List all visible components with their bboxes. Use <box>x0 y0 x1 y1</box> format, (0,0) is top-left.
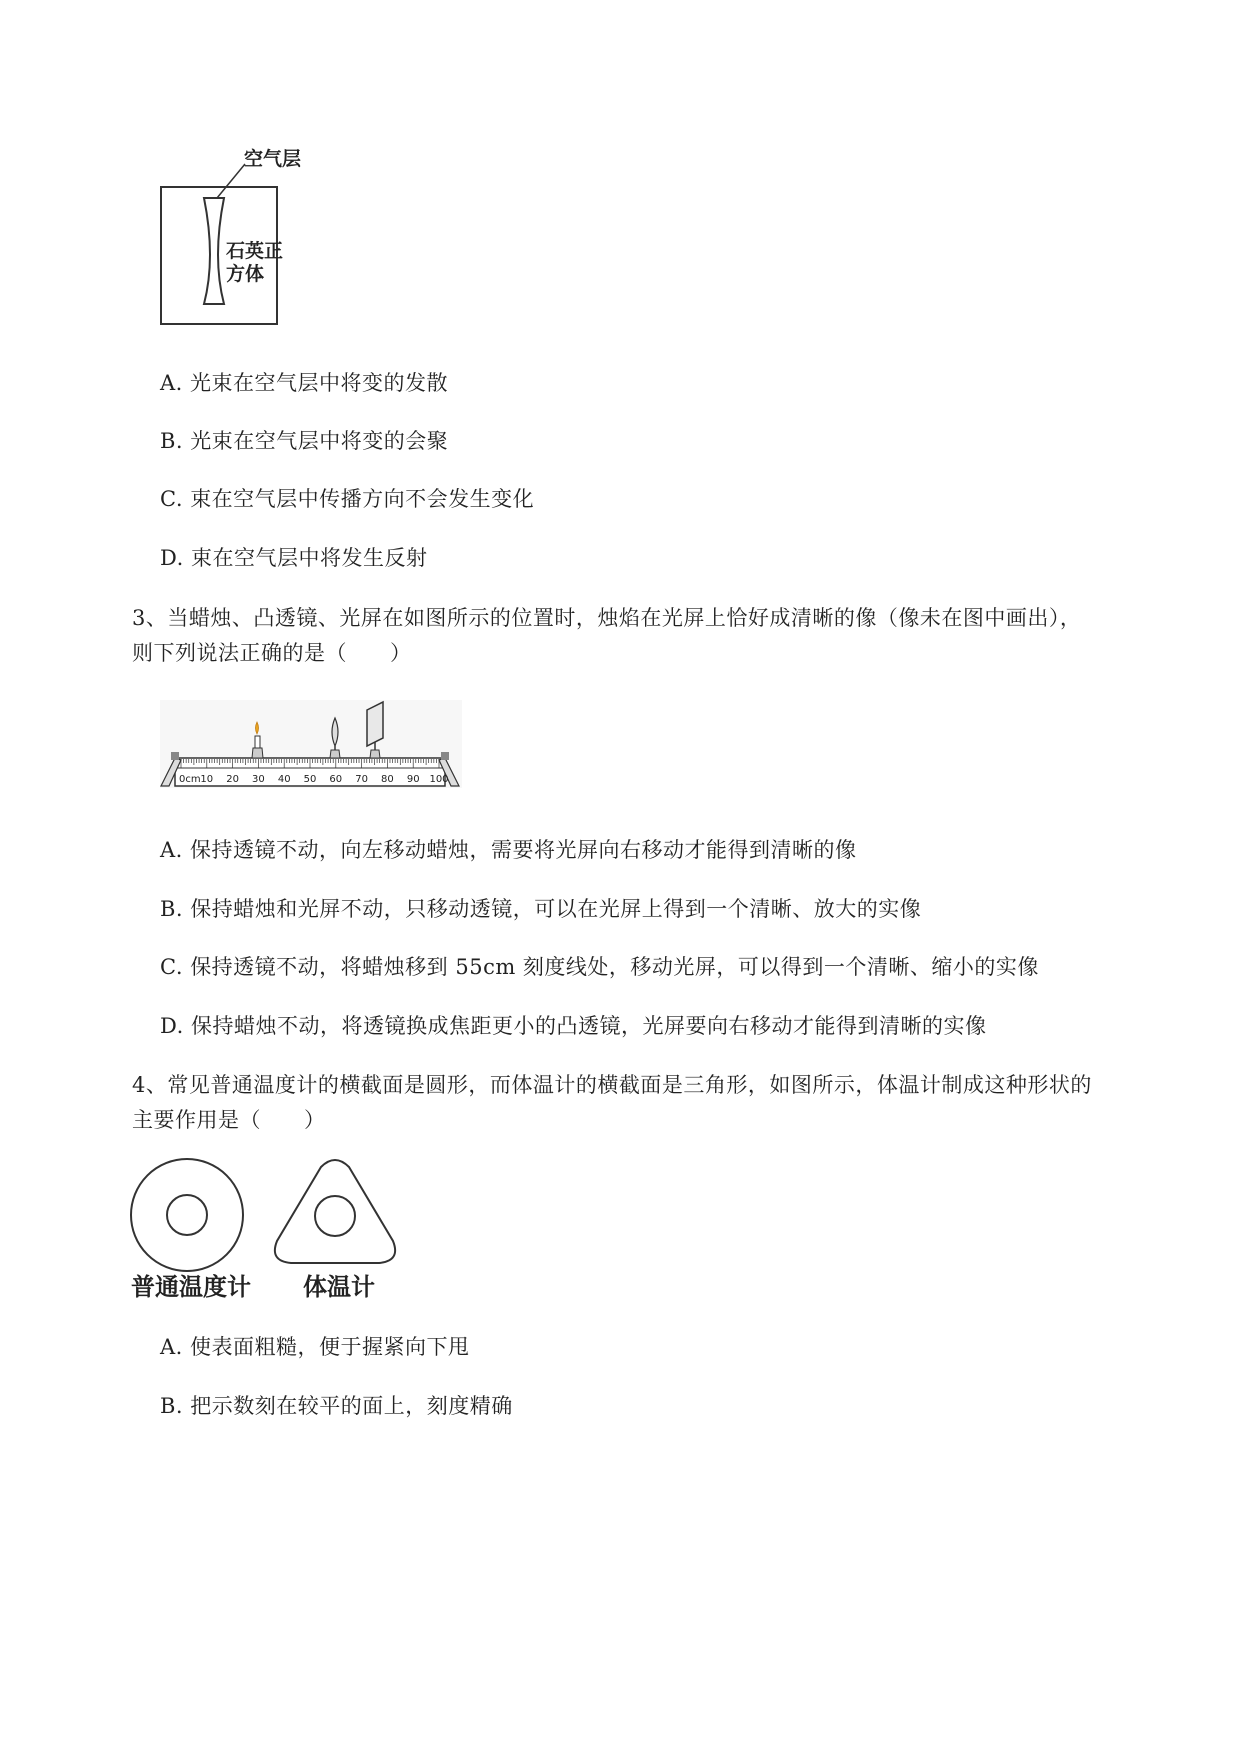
normal-thermometer-bore <box>167 1195 207 1235</box>
option-text: 把示数刻在较平的面上，刻度精确 <box>190 1394 513 1418</box>
ruler-label: 90 <box>406 774 420 785</box>
ruler-label: 0cm <box>179 774 201 785</box>
ruler-label: 20 <box>226 774 239 785</box>
q3-option-a[interactable] <box>160 834 857 864</box>
ruler-label: 50 <box>303 774 317 785</box>
clinical-thermometer-bore <box>315 1196 355 1236</box>
q2-option-a[interactable] <box>160 367 448 397</box>
ruler-label: 10 <box>200 774 214 785</box>
ruler-label: 70 <box>355 774 368 785</box>
normal-thermometer-label: 普通温度计 <box>131 1273 251 1301</box>
q3-question-line2: 则下列说法正确的是（ ） <box>132 641 412 665</box>
option-letter: A. <box>160 838 183 862</box>
normal-thermometer-outer <box>131 1159 243 1271</box>
q3-question-line1: 3、当蜡烛、凸透镜、光屏在如图所示的位置时，烛焰在光屏上恰好成清晰的像（像未在图中画出）， <box>132 606 1082 630</box>
option-letter: D. <box>160 1014 184 1038</box>
option-text: 使表面粗糙，便于握紧向下甩 <box>190 1335 470 1359</box>
option-text: 光束在空气层中将变的发散 <box>190 371 449 395</box>
quartz-label-line1: 石英正 <box>226 240 284 262</box>
q2-option-b[interactable] <box>160 425 448 455</box>
q2-option-d[interactable] <box>160 542 427 572</box>
option-letter: B. <box>160 897 184 921</box>
option-letter: A. <box>160 371 183 395</box>
air-layer-label: 空气层 <box>244 148 302 170</box>
ruler-label: 40 <box>277 774 291 785</box>
option-text: 光束在空气层中将变的会聚 <box>190 429 449 453</box>
q3-option-d[interactable] <box>160 1010 986 1040</box>
option-text: 保持蜡烛不动，将透镜换成焦距更小的凸透镜，光屏要向右移动才能得到清晰的实像 <box>190 1014 987 1038</box>
ruler-label: 100 <box>429 774 449 785</box>
q2-option-c[interactable] <box>160 483 534 513</box>
quartz-cube-figure <box>150 140 310 340</box>
option-letter: C. <box>160 487 183 511</box>
q4-option-a[interactable] <box>160 1331 470 1361</box>
ruler-label: 80 <box>381 774 394 785</box>
ruler-label: 60 <box>329 774 343 785</box>
q4-question-line1: 4、常见普通温度计的横截面是圆形，而体温计的横截面是三角形，如图所示，体温计制成这种形状的 <box>132 1073 1092 1097</box>
q4-question-line2: 主要作用是（ ） <box>132 1108 326 1132</box>
option-text: 保持蜡烛和光屏不动，只移动透镜，可以在光屏上得到一个清晰、放大的实像 <box>190 897 922 921</box>
option-letter: C. <box>160 955 183 979</box>
option-letter: A. <box>160 1335 183 1359</box>
option-letter: B. <box>160 429 184 453</box>
ruler-label: 30 <box>252 774 265 785</box>
option-text: 束在空气层中将发生反射 <box>190 546 428 570</box>
q4-option-b[interactable] <box>160 1390 513 1420</box>
q3-option-b[interactable] <box>160 893 921 923</box>
q3-option-c[interactable] <box>160 951 1039 981</box>
option-letter: B. <box>160 1394 184 1418</box>
optical-bench-figure <box>155 698 465 792</box>
option-letter: D. <box>160 546 184 570</box>
option-text: 保持透镜不动，将蜡烛移到 55cm 刻度线处，移动光屏，可以得到一个清晰、缩小的实像 <box>190 955 1039 979</box>
clinical-thermometer-label: 体温计 <box>303 1273 375 1301</box>
thermometer-cross-section-figure <box>125 1155 415 1305</box>
clinical-thermometer-outer <box>275 1160 395 1263</box>
option-text: 保持透镜不动，向左移动蜡烛，需要将光屏向右移动才能得到清晰的像 <box>190 838 857 862</box>
option-text: 束在空气层中传播方向不会发生变化 <box>190 487 535 511</box>
quartz-label-line2: 方体 <box>226 263 265 285</box>
